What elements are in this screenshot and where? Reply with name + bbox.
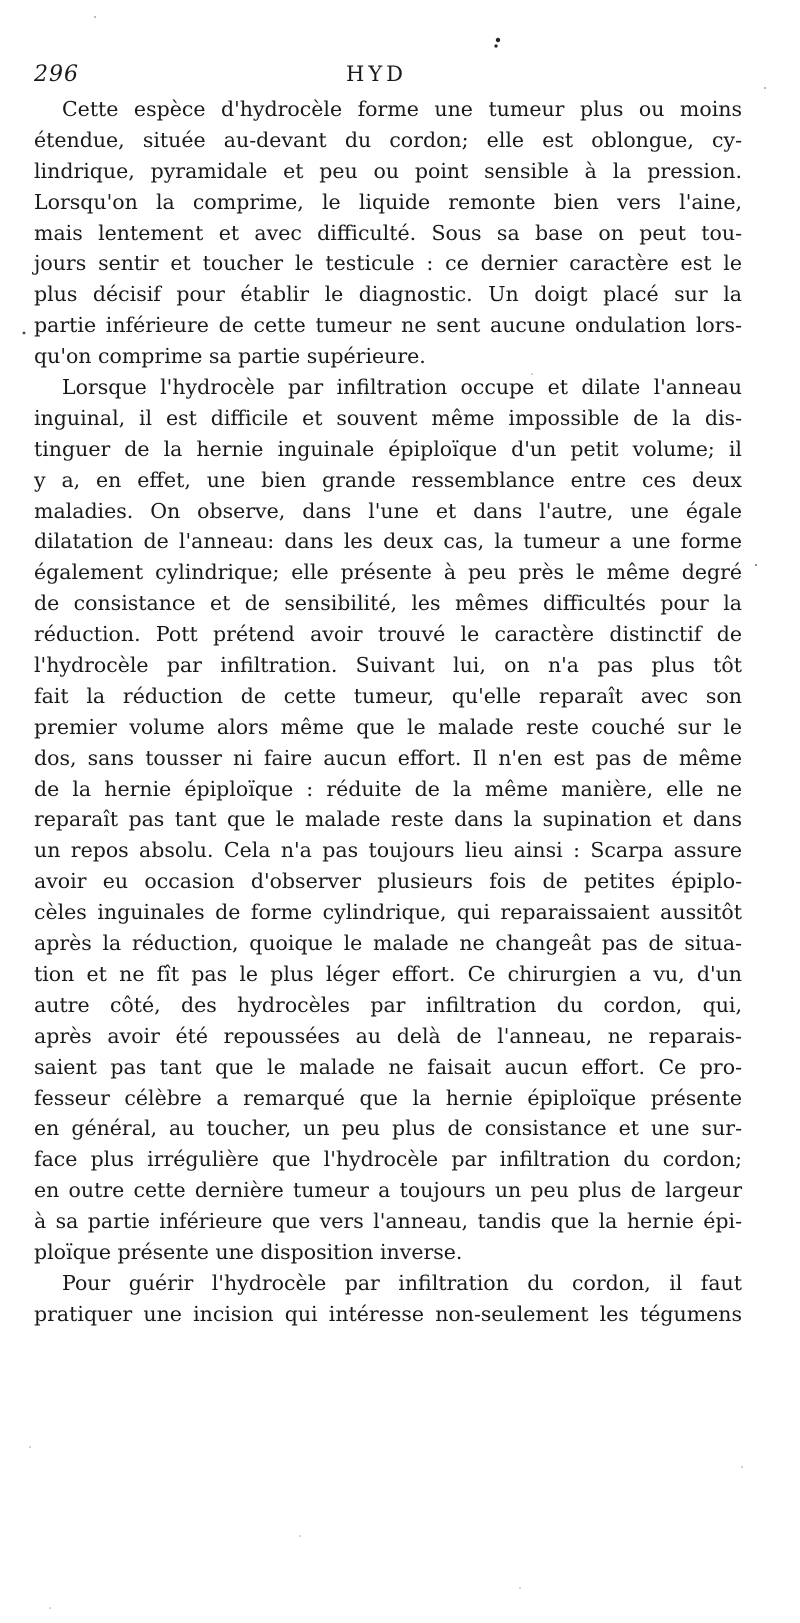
running-head [34,62,742,92]
ink-speck [299,1535,301,1537]
text-line: un repos absolu. Cela n'a pas toujours lieu ainsi : Scarpa assure [34,838,742,863]
text-line: premier volume alors même que le malade reste couché sur le [34,714,742,739]
text-line: de consistance et de sensibilité, les mêmes difficultés pour la [34,591,742,616]
text-line: réduction. Pott prétend avoir trouvé le caractère distinctif de [34,622,742,647]
text-line: reparaît pas tant que le malade reste dans la supination et dans [34,807,742,832]
text-line: autre côté, des hydrocèles par infiltration du cordon, qui, [34,992,742,1017]
text-line: jours sentir et toucher le testicule : ce dernier caractère est le [34,251,742,276]
text-line: à sa partie inférieure que vers l'anneau, tandis que la hernie épi- [34,1209,742,1234]
text-line: dilatation de l'anneau: dans les deux cas, la tumeur a une forme [34,529,742,554]
text-line: avoir eu occasion d'observer plusieurs fois de petites épiplo- [34,869,742,894]
ink-speck [23,332,26,335]
text-line: saient pas tant que le malade ne faisait aucun effort. Ce pro- [34,1054,742,1079]
text-line: tion et ne fît pas le plus léger effort. Ce chirurgien a vu, d'un [34,961,742,986]
text-line: également cylindrique; elle présente à peu près le même degré [34,560,742,585]
text-line: après avoir été repoussées au delà de l'anneau, ne reparais- [34,1023,742,1048]
paragraph [34,372,742,1268]
text-line: tinguer de la hernie inguinale épiploïque d'un petit volume; il [34,436,742,461]
ink-speck [519,1587,521,1589]
text-line: lindrique, pyramidale et peu ou point sensible à la pression. [34,158,742,183]
page-number: 296 [34,62,79,87]
ink-speck [496,38,500,42]
ink-speck [94,16,96,18]
text-line: en général, au toucher, un peu plus de consistance et une sur- [34,1116,742,1141]
text-line: maladies. On observe, dans l'une et dans l'autre, une égale [34,498,742,523]
text-line: partie inférieure de cette tumeur ne sent aucune ondulation lors- [34,313,742,338]
text-line: Lorsqu'on la comprime, le liquide remonte bien vers l'aine, [34,189,742,214]
text-line: pratiquer une incision qui intéresse non-seulement les tégumens [34,1301,742,1326]
text-line: Pour guérir l'hydrocèle par infiltration du cordon, il faut [62,1270,742,1295]
text-line: plus décisif pour établir le diagnostic. Un doigt placé sur la [34,282,742,307]
text-line: face plus irrégulière que l'hydrocèle par infiltration du cordon; [34,1147,742,1172]
text-line: cèles inguinales de forme cylindrique, qui reparaissaient aussitôt [34,900,742,925]
paragraph [34,1268,742,1330]
text-line: Cette espèce d'hydrocèle forme une tumeur plus ou moins [62,97,742,121]
ink-speck [29,1446,31,1448]
text-line: qu'on comprime sa partie supérieure. [34,344,426,369]
text-line: fesseur célèbre a remarqué que la hernie épiploïque présente [34,1085,742,1110]
text-line: inguinal, il est difficile et souvent même impossible de la dis- [34,405,742,430]
body-text [34,94,742,1330]
text-line: Lorsque l'hydrocèle par infiltration occupe et dilate l'anneau [62,375,742,400]
ink-speck [764,87,766,89]
paragraph [34,94,742,372]
ink-speck [755,564,757,566]
text-line: fait la réduction de cette tumeur, qu'elle reparaît avec son [34,683,742,708]
text-line: dos, sans tousser ni faire aucun effort. Il n'en est pas de même [34,745,742,770]
ink-speck [741,1466,743,1468]
text-line: ploïque présente une disposition inverse. [34,1239,463,1264]
text-line: de la hernie épiploïque : réduite de la même manière, elle ne [34,776,742,801]
ink-speck [494,44,497,47]
text-line: après la réduction, quoique le malade ne changeât pas de situa- [34,931,742,956]
text-line: étendue, située au-devant du cordon; elle est oblongue, cy- [34,127,742,152]
ink-speck [49,1607,51,1609]
text-line: y a, en effet, une bien grande ressemblance entre ces deux [34,467,742,492]
text-line: l'hydrocèle par infiltration. Suivant lui, on n'a pas plus tôt [34,653,742,678]
text-line: en outre cette dernière tumeur a toujours un peu plus de largeur [34,1178,742,1203]
running-title: HYD [346,62,408,86]
text-line: mais lentement et avec difficulté. Sous sa base on peut tou- [34,220,742,245]
